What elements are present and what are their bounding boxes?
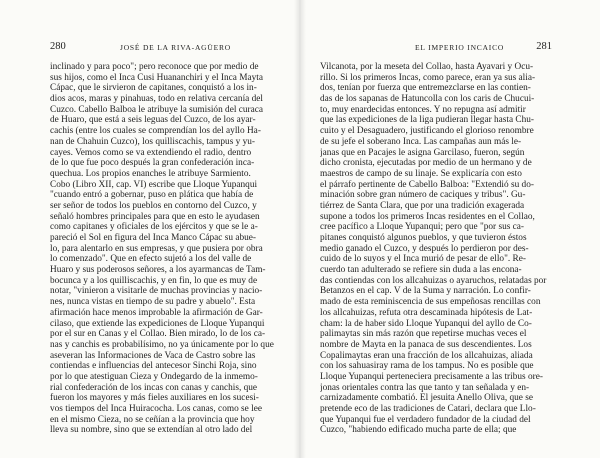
- text-line: pitanes conquistó algunos pueblos, y que tuvieron éstos: [320, 233, 527, 243]
- text-line: como capitanes y oficiales de los ejércitos y que se le a-: [50, 222, 258, 233]
- text-line: das de los sapanas de Hatuncolla con los caris de Chucui-: [320, 94, 535, 105]
- page-number-right: 281: [536, 41, 552, 52]
- text-line: cilaso, que extiende las expediciones de Lloque Yupanqui: [50, 318, 265, 329]
- running-head-right: EL IMPERIO INCAICO: [415, 43, 505, 52]
- text-line: de lo que fue poco después la gran confederación inca-: [50, 158, 255, 169]
- text-line: cachis (entre los cuales se comprendían los del ayllo Ha-: [50, 126, 261, 137]
- text-line: Cuzco, "habiendo edificado mucha parte de ella; que: [320, 425, 517, 436]
- text-line: Betanzos en el cap. V de la Suma y narración. Lo confir-: [320, 286, 531, 297]
- text-line: minación sobre gran número de caciques y tribus". Gu-: [320, 190, 526, 201]
- text-line: afirmación hace menos improbable la afirmación de Gar-: [50, 307, 263, 318]
- text-line: nombre de Mayta en la panaca de sus descendientes. Los: [320, 339, 532, 350]
- text-line: fueron los mayores y más fieles auxiliares en los sucesi-: [50, 393, 259, 404]
- text-line: pareció el Sol en figura del Inca Manco Cápac su abue-: [50, 233, 256, 243]
- text-line: to, muy enardecidas entonces. Y no repugna así admitir: [320, 104, 526, 115]
- text-line: dos, tenían por fuerza que entremezclarse en las contien-: [320, 83, 531, 94]
- text-line: rillo. Si los primeros Incas, como parece, eran ya sus alia-: [320, 72, 536, 83]
- text-line: por lo que atestiguan Cieza y Ondegardo de la inmemo-: [50, 371, 258, 382]
- text-line: Cuzco. Cabello Balboa le atribuye la sumisión del curaca: [50, 104, 263, 115]
- text-line: vos tiempos del Inca Huiracocha. Los canas, como se lee: [50, 404, 262, 414]
- text-line: de Huaro, que está a seis leguas del Cuzco, de los ayar-: [50, 115, 256, 126]
- text-line: cuito y el Desaguadero, justificando el glorioso renombre: [320, 126, 534, 137]
- text-line: señaló hombres principales para que en esto le ayudasen: [50, 211, 260, 222]
- text-line: notar, "vinieron a visitarle de muchas provincias y nacio-: [50, 286, 263, 297]
- text-line: ser señor de todos los pueblos en contorno del Cuzco, y: [50, 200, 257, 211]
- text-line: sus hijos, como el Inca Cusi Huananchiri y el Inca Mayta: [50, 72, 263, 83]
- text-line: nas y canchis es probabilísimo, no ya únicamente por lo que: [50, 339, 274, 350]
- text-line: "cuando entró a gobernar, puso en plática que había de: [50, 190, 254, 201]
- text-line: lleva su nombre, sino que se extendían al otro lado del: [50, 425, 253, 436]
- text-line: jonas orientales contra las que tanto y tan señalada y en-: [320, 382, 530, 393]
- text-line: medio ganado el Cuzco, y después lo perdieron por des-: [320, 243, 529, 254]
- text-line: cham: la de haber sido Lloque Yupanqui del ayllo de Co-: [320, 318, 532, 329]
- book-gutter-shadow: [294, 0, 306, 458]
- text-line: pretende eco de las tradiciones de Catari, declara que Llo-: [320, 404, 536, 414]
- text-line: el párrafo pertinente de Cabello Balboa: "Extendió su do-: [320, 179, 534, 190]
- text-line: rial confederación de los incas con canas y canchis, que: [50, 382, 258, 393]
- text-line: bocunca y a los quilliscachis, y en fin, lo que es muy de: [50, 275, 258, 286]
- text-line: cree pacífico a Lloque Yupanqui; pero que "por sus ca-: [320, 222, 525, 233]
- text-line: Cápac, que le sirvieron de capitanes, conquistó a los in-: [50, 83, 257, 94]
- text-line: janas que en Pacajes le asigna Garcilaso, fueron, según: [320, 147, 525, 158]
- text-line: supone a todos los primeros Incas residentes en el Collao,: [320, 211, 535, 222]
- left-page-body-text: [50, 62, 280, 436]
- text-line: los allcahuizas, refuta otra descaminada hipótesis de Lat-: [320, 307, 533, 318]
- text-line: carnizadamente combatió. El jesuita Anello Oliva, que se: [320, 393, 533, 404]
- text-line: dios acos, maras y pinahuas, todo en relativa cercanía del: [50, 94, 263, 105]
- text-line: palimaytas sin más razón que repetirse muchas veces el: [320, 329, 527, 340]
- text-line: en el mismo Cieza, no se ceñían a la provincia que hoy: [50, 414, 255, 425]
- text-line: Vilcanota, por la meseta del Collao, hasta Ayavari y Ocu-: [320, 62, 534, 72]
- text-line: quechua. Los propios enanches le atribuye Sarmiento.: [50, 168, 251, 179]
- text-line: lo, para alentarlo en sus empresas, y que pusiera por obra: [50, 243, 263, 254]
- page-number-left: 280: [50, 41, 66, 52]
- text-line: das contiendas con los allcahuizas o ayaruchos, relatadas por: [320, 275, 547, 286]
- right-page: [300, 0, 600, 458]
- text-line: cayes. Vemos como se va extendiendo el radio, dentro: [50, 147, 252, 158]
- text-line: cuerdo tan adulterado se refiere sin duda a las encona-: [320, 265, 522, 276]
- text-line: que las expediciones de la liga pudieran llegar hasta Chu-: [320, 115, 535, 126]
- text-line: cuido de lo suyos y el Inca murió de pesar de ello". Re-: [320, 254, 526, 265]
- text-line: por el sur en Canas y el Collao. Bien mirado, lo de los ca-: [50, 329, 266, 340]
- text-line: lo comenzado". Que en efecto sujetó a los del valle de: [50, 254, 252, 265]
- text-line: tiérrez de Santa Clara, que por una tradición exagerada: [320, 200, 525, 211]
- text-line: contiendas e influencias del antecesor Sinchi Roja, sino: [50, 361, 257, 372]
- text-line: de su jefe el soberano Inca. Las campañas aun más le-: [320, 136, 522, 147]
- text-line: mado de esta reminiscencia de sus empeñosas rencillas con: [320, 297, 541, 308]
- running-head-left: JOSÉ DE LA RIVA-AGÜERO: [120, 43, 232, 52]
- text-line: que Yupanqui fue el verdadero fundador de la ciudad del: [320, 414, 531, 425]
- text-line: maestros de campo de su linaje. Se explicaría con esto: [320, 168, 522, 179]
- text-line: Cobo (Libro XII, cap. VI) escribe que Lloque Yupanqui: [50, 179, 258, 190]
- text-line: nan de Chahuin Cuzco), los quilliscachis, tampus y yu-: [50, 136, 256, 147]
- text-line: Lloque Yupanqui perteneciera precisamente a las tribus ore-: [320, 371, 543, 382]
- right-page-body-text: [320, 62, 552, 436]
- text-line: aseveran las Informaciones de Vaca de Castro sobre las: [50, 350, 256, 361]
- text-line: nes, nunca vistas en tiempo de su padre y abuelo". Esta: [50, 297, 256, 308]
- text-line: inclinado y para poco"; pero reconoce que por medio de: [50, 62, 259, 72]
- text-line: Huaro y sus poderosos señores, a los ayarmancas de Tam-: [50, 265, 266, 276]
- text-line: dicho cronista, ejecutadas por medio de un hermano y de: [320, 158, 532, 169]
- text-line: Copalimaytas eran una fracción de los allcahuizas, aliada: [320, 350, 533, 361]
- text-line: con los sahuasiray rama de los tampus. No es posible que: [320, 361, 534, 372]
